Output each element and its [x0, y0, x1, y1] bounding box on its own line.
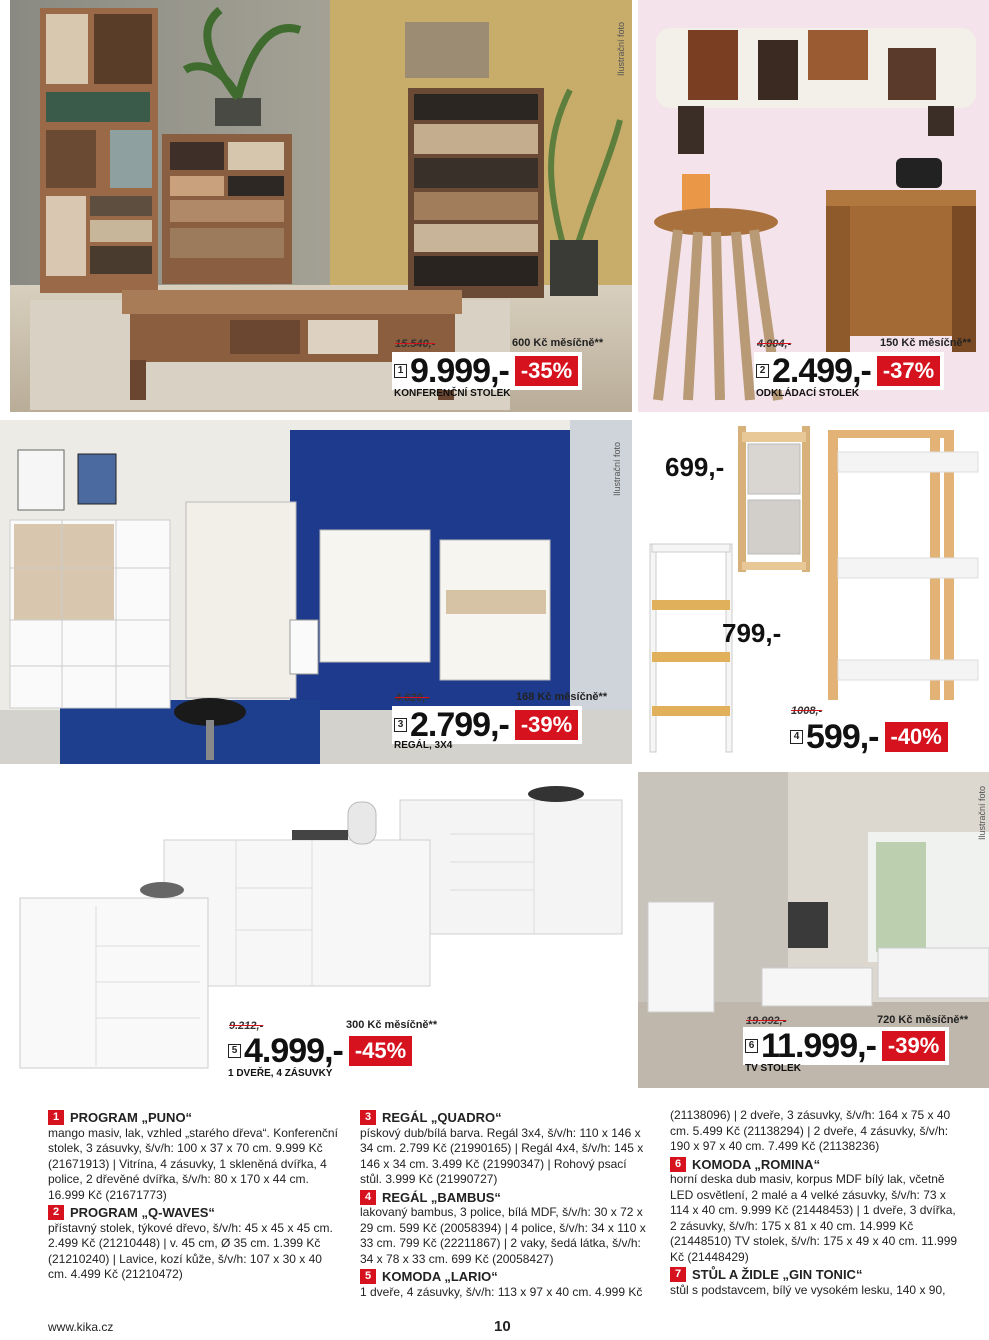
description-heading-4 [360, 1190, 648, 1206]
description-number: 6 [670, 1157, 686, 1172]
old-price: 4.620,- [395, 692, 430, 704]
description-text-1: mango masiv, lak, vzhled „starého dřeva“. Konferenční stolek, 3 zásuvky, š/v/h: 100 x 37 x 70 cm. 9.999 Kč (21671913) | Vitrína, 4 zásuvky, 1 skleněná dvířka, 4 police, 2 dřevěné dvířka, š/v/h: 80 x 170 x 44 cm. 16.999 Kč (21671773) [48, 1125, 338, 1202]
description-number: 3 [360, 1110, 376, 1125]
sale-price: 2.499,- [772, 352, 871, 390]
description-title: KOMODA „LARIO“ [382, 1269, 498, 1284]
old-price: 1008,- [791, 705, 823, 717]
discount-badge: -35% [515, 356, 578, 386]
description-text-5: 1 dveře, 4 zásuvky, š/v/h: 113 x 97 x 40 cm. 4.999 Kč [360, 1284, 643, 1299]
description-column-3 [670, 1108, 960, 1298]
illustration-label: Ilustrační foto [616, 22, 626, 77]
old-price: 19.992,- [746, 1015, 787, 1027]
illustration-label: Ilustrační foto [612, 442, 622, 497]
price-badge-4 [788, 702, 984, 758]
description-number: 2 [48, 1205, 64, 1220]
product-label: 1 DVEŘE, 4 ZÁSUVKY [228, 1068, 333, 1079]
price-badge-2 [754, 334, 984, 400]
description-title: REGÁL „BAMBUS“ [382, 1189, 501, 1205]
description-text-7: stůl s podstavcem, bílý ve vysokém lesku, 140 x 90, [670, 1282, 946, 1297]
discount-badge: -39% [515, 710, 578, 740]
description-column-2 [360, 1108, 648, 1300]
description-title: STŮL A ŽIDLE „GIN TONIC“ [692, 1267, 863, 1282]
description-number: 4 [360, 1190, 376, 1205]
description-title: KOMODA „ROMINA“ [692, 1156, 821, 1172]
description-text-6: horní deska dub masiv, korpus MDF bílý lak, včetně LED osvětlení, 2 malé a 4 velké zásuvky, š/v/h: 73 x 114 x 40 cm. 9.999 Kč (21448453) | 1 dveře, 3 dvířka, 2 zásuvky, š/v/h: 175 x 81 x 40 cm. 14.999 Kč (21448510) TV stolek, š/v/h: 175 x 49 x 40 cm. 11.999 Kč (21448429) [670, 1172, 958, 1264]
product-number: 1 [394, 364, 407, 378]
old-price: 9.212,- [229, 1020, 264, 1032]
discount-badge: -40% [885, 722, 948, 752]
monthly-price: 300 Kč měsíčně** [346, 1019, 438, 1031]
discount-badge: -37% [877, 356, 940, 386]
sale-price: 11.999,- [761, 1027, 876, 1065]
description-heading-7 [670, 1267, 960, 1283]
sale-price: 599,- [806, 718, 879, 756]
monthly-price: 600 Kč měsíčně** [512, 337, 604, 349]
product-number: 6 [745, 1039, 758, 1053]
description-number: 5 [360, 1269, 376, 1284]
product-label: KONFERENČNÍ STOLEK [394, 388, 511, 399]
description-text-3: pískový dub/bílá barva. Regál 3x4, š/v/h: 110 x 146 x 34 cm. 2.799 Kč (21990165) | Regál 4x4, š/v/h: 145 x 146 x 34 cm. 3.499 Kč (21990347) | Rohový psací stůl. 3.999 Kč (21990727) [360, 1125, 644, 1186]
product-label: ODKLÁDACÍ STOLEK [756, 388, 860, 399]
monthly-price: 168 Kč měsíčně** [516, 691, 608, 703]
price-tag-699: 699,- [665, 452, 725, 482]
price-badge-1 [392, 334, 622, 400]
sale-price: 4.999,- [244, 1032, 343, 1070]
product-number: 5 [228, 1044, 241, 1058]
monthly-price: 720 Kč měsíčně** [877, 1014, 969, 1026]
discount-badge: -45% [349, 1036, 412, 1066]
description-number: 7 [670, 1267, 686, 1282]
description-heading-5 [360, 1269, 648, 1285]
page-number: 10 [494, 1318, 511, 1335]
description-heading-6 [670, 1157, 960, 1173]
description-heading-1 [48, 1110, 338, 1126]
description-heading-3 [360, 1110, 648, 1126]
sale-price: 2.799,- [410, 706, 509, 744]
product-number: 2 [756, 364, 769, 378]
description-title: PROGRAM „Q-WAVES“ [70, 1205, 215, 1220]
description-title: PROGRAM „PUNO“ [70, 1110, 193, 1125]
old-price: 15.540,- [395, 338, 436, 350]
product-label: REGÁL, 3X4 [394, 740, 453, 751]
description-heading-2 [48, 1205, 338, 1221]
sale-price: 9.999,- [410, 352, 509, 390]
description-column-1 [48, 1108, 338, 1283]
discount-badge: -39% [882, 1031, 945, 1061]
website-link[interactable]: www.kika.cz [48, 1320, 114, 1334]
description-text-4: lakovaný bambus, 3 police, bílá MDF, š/v/h: 30 x 72 x 29 cm. 599 Kč (20058394) | 4 police, š/v/h: 34 x 110 x 33 cm. 799 Kč (22211867) | 2 vaky, šedá látka, š/v/h: 34 x 78 x 33 cm. 699 Kč (20058427) [360, 1205, 646, 1266]
price-badge-5 [226, 1018, 456, 1084]
product-label: TV STOLEK [745, 1063, 801, 1074]
description-text-2: přístavný stolek, týkové dřevo, š/v/h: 45 x 45 x 45 cm. 2.499 Kč (21210448) | v. 45 cm, Ø 35 cm. 1.399 Kč (21210240) | Lavice, kozí kůže, š/v/h: 107 x 30 x 40 cm. 4.499 Kč (21210472) [48, 1220, 333, 1281]
description-number: 1 [48, 1110, 64, 1125]
product-number: 3 [394, 718, 407, 732]
price-badge-6 [743, 1013, 983, 1079]
product-number: 4 [790, 730, 803, 744]
monthly-price: 150 Kč měsíčně** [880, 337, 972, 349]
old-price: 4.004,- [757, 338, 792, 350]
illustration-label: Ilustrační foto [977, 786, 987, 841]
price-tag-799: 799,- [722, 618, 782, 648]
description-title: REGÁL „QUADRO“ [382, 1110, 502, 1125]
price-badge-3 [392, 688, 622, 754]
description-text-5-continued: (21138096) | 2 dveře, 3 zásuvky, š/v/h: 164 x 75 x 40 cm. 5.499 Kč (21138294) | 2 dveře, 4 zásuvky, š/v/h: 190 x 97 x 40 cm. 7.499 Kč (21138236) [670, 1108, 951, 1153]
